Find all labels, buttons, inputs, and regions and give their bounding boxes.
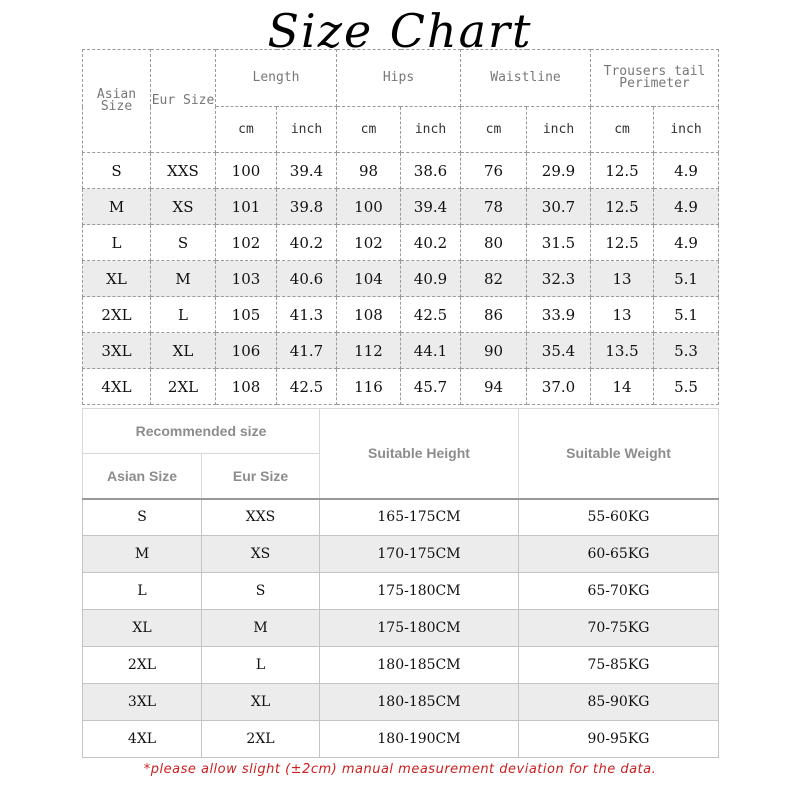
unit-label: cm <box>591 107 654 153</box>
table-cell: 35.4 <box>527 333 591 369</box>
measurement-deviation-note: *please allow slight (±2cm) manual measurement deviation for the data. <box>143 762 657 777</box>
table-cell: S <box>202 573 320 610</box>
unit-label: inch <box>654 107 719 153</box>
table-cell: 3XL <box>83 333 151 369</box>
table-row <box>83 721 719 758</box>
table-cell: XS <box>151 189 216 225</box>
table-cell: 78 <box>461 189 527 225</box>
table-cell: L <box>83 225 151 261</box>
table-cell: 112 <box>337 333 401 369</box>
table-cell: 39.8 <box>277 189 337 225</box>
table-cell: L <box>202 647 320 684</box>
table-cell: 45.7 <box>401 369 461 405</box>
table-row <box>83 684 719 721</box>
header-hips: Hips <box>337 50 461 107</box>
table-cell: 170-175CM <box>320 536 519 573</box>
table-cell: XL <box>83 261 151 297</box>
table-row <box>83 261 719 297</box>
table-cell: S <box>83 153 151 189</box>
table-cell: 4.9 <box>654 189 719 225</box>
table-row <box>83 573 719 610</box>
table-cell: 4.9 <box>654 153 719 189</box>
table-cell: 2XL <box>151 369 216 405</box>
table-cell: 165-175CM <box>320 499 519 536</box>
header-eur-size: Eur Size <box>151 50 216 153</box>
table-cell: 60-65KG <box>519 536 719 573</box>
header-waistline: Waistline <box>461 50 591 107</box>
header-suitable-weight: Suitable Weight <box>519 409 719 499</box>
table-cell: 32.3 <box>527 261 591 297</box>
table-cell: 116 <box>337 369 401 405</box>
table-cell: 29.9 <box>527 153 591 189</box>
table-cell: 39.4 <box>401 189 461 225</box>
table-cell: 75-85KG <box>519 647 719 684</box>
header-suitable-height: Suitable Height <box>320 409 519 499</box>
table-cell: 13 <box>591 261 654 297</box>
table-cell: L <box>151 297 216 333</box>
unit-label: inch <box>527 107 591 153</box>
table-cell: 55-60KG <box>519 499 719 536</box>
table-row <box>83 536 719 573</box>
table-cell: 33.9 <box>527 297 591 333</box>
table-row <box>83 297 719 333</box>
table-cell: 5.1 <box>654 261 719 297</box>
table-cell: 39.4 <box>277 153 337 189</box>
table-cell: 80 <box>461 225 527 261</box>
table-cell: 12.5 <box>591 153 654 189</box>
table-cell: 2XL <box>202 721 320 758</box>
unit-label: cm <box>461 107 527 153</box>
table-cell: 2XL <box>83 647 202 684</box>
table-row <box>83 225 719 261</box>
table-cell: XS <box>202 536 320 573</box>
table-cell: L <box>83 573 202 610</box>
table-cell: 90 <box>461 333 527 369</box>
table-cell: 12.5 <box>591 189 654 225</box>
table-cell: 70-75KG <box>519 610 719 647</box>
table-cell: 102 <box>216 225 277 261</box>
table-cell: M <box>202 610 320 647</box>
table-cell: 98 <box>337 153 401 189</box>
table-cell: 14 <box>591 369 654 405</box>
table-cell: 108 <box>337 297 401 333</box>
recommended-size-table <box>82 408 719 758</box>
table-cell: 31.5 <box>527 225 591 261</box>
table-cell: 40.6 <box>277 261 337 297</box>
table-cell: 30.7 <box>527 189 591 225</box>
table-cell: XXS <box>202 499 320 536</box>
table-row <box>83 610 719 647</box>
table-cell: 94 <box>461 369 527 405</box>
table-cell: 180-185CM <box>320 647 519 684</box>
table-row <box>83 499 719 536</box>
table-row <box>83 369 719 405</box>
table-cell: 100 <box>337 189 401 225</box>
table-cell: M <box>83 536 202 573</box>
table-cell: 4XL <box>83 369 151 405</box>
table-row <box>83 333 719 369</box>
header-rec-asian-size: Asian Size <box>83 454 202 499</box>
table-cell: 175-180CM <box>320 610 519 647</box>
table-cell: 100 <box>216 153 277 189</box>
table-cell: M <box>151 261 216 297</box>
table-cell: 13.5 <box>591 333 654 369</box>
table-cell: 108 <box>216 369 277 405</box>
table-cell: 5.3 <box>654 333 719 369</box>
table-cell: M <box>83 189 151 225</box>
header-length: Length <box>216 50 337 107</box>
table-cell: 2XL <box>83 297 151 333</box>
table-cell: S <box>83 499 202 536</box>
table-cell: 40.2 <box>401 225 461 261</box>
table-cell: 76 <box>461 153 527 189</box>
table-cell: XL <box>151 333 216 369</box>
table-cell: XL <box>202 684 320 721</box>
table-cell: 3XL <box>83 684 202 721</box>
table-cell: 180-190CM <box>320 721 519 758</box>
table-cell: 12.5 <box>591 225 654 261</box>
table-cell: 101 <box>216 189 277 225</box>
header-asian-size: Asian Size <box>83 50 151 153</box>
table-cell: 4XL <box>83 721 202 758</box>
table-cell: 44.1 <box>401 333 461 369</box>
table-cell: 42.5 <box>277 369 337 405</box>
table-cell: 175-180CM <box>320 573 519 610</box>
size-measurement-table <box>82 49 719 405</box>
header-recommended-size: Recommended size <box>83 409 320 454</box>
table-row <box>83 647 719 684</box>
table-cell: 41.7 <box>277 333 337 369</box>
table-cell: 104 <box>337 261 401 297</box>
table-row <box>83 189 719 225</box>
table-cell: 65-70KG <box>519 573 719 610</box>
table-cell: 37.0 <box>527 369 591 405</box>
table-cell: XXS <box>151 153 216 189</box>
table-row <box>83 153 719 189</box>
table-cell: XL <box>83 610 202 647</box>
table-cell: 105 <box>216 297 277 333</box>
table-cell: 5.1 <box>654 297 719 333</box>
table-cell: 90-95KG <box>519 721 719 758</box>
unit-label: inch <box>401 107 461 153</box>
table-cell: 41.3 <box>277 297 337 333</box>
table-cell: 42.5 <box>401 297 461 333</box>
page-title: Size Chart <box>267 4 533 58</box>
unit-label: cm <box>337 107 401 153</box>
unit-label: inch <box>277 107 337 153</box>
table-cell: 86 <box>461 297 527 333</box>
table-cell: 82 <box>461 261 527 297</box>
table-cell: 180-185CM <box>320 684 519 721</box>
table-cell: 106 <box>216 333 277 369</box>
table-cell: 40.9 <box>401 261 461 297</box>
header-rec-eur-size: Eur Size <box>202 454 320 499</box>
table-cell: 102 <box>337 225 401 261</box>
header-trousers-tail-perimeter: Trousers tail Perimeter <box>591 50 719 107</box>
table-cell: 38.6 <box>401 153 461 189</box>
table-cell: 40.2 <box>277 225 337 261</box>
table-cell: 13 <box>591 297 654 333</box>
table-cell: 103 <box>216 261 277 297</box>
table-cell: 4.9 <box>654 225 719 261</box>
table-cell: S <box>151 225 216 261</box>
unit-label: cm <box>216 107 277 153</box>
table-cell: 5.5 <box>654 369 719 405</box>
table-cell: 85-90KG <box>519 684 719 721</box>
